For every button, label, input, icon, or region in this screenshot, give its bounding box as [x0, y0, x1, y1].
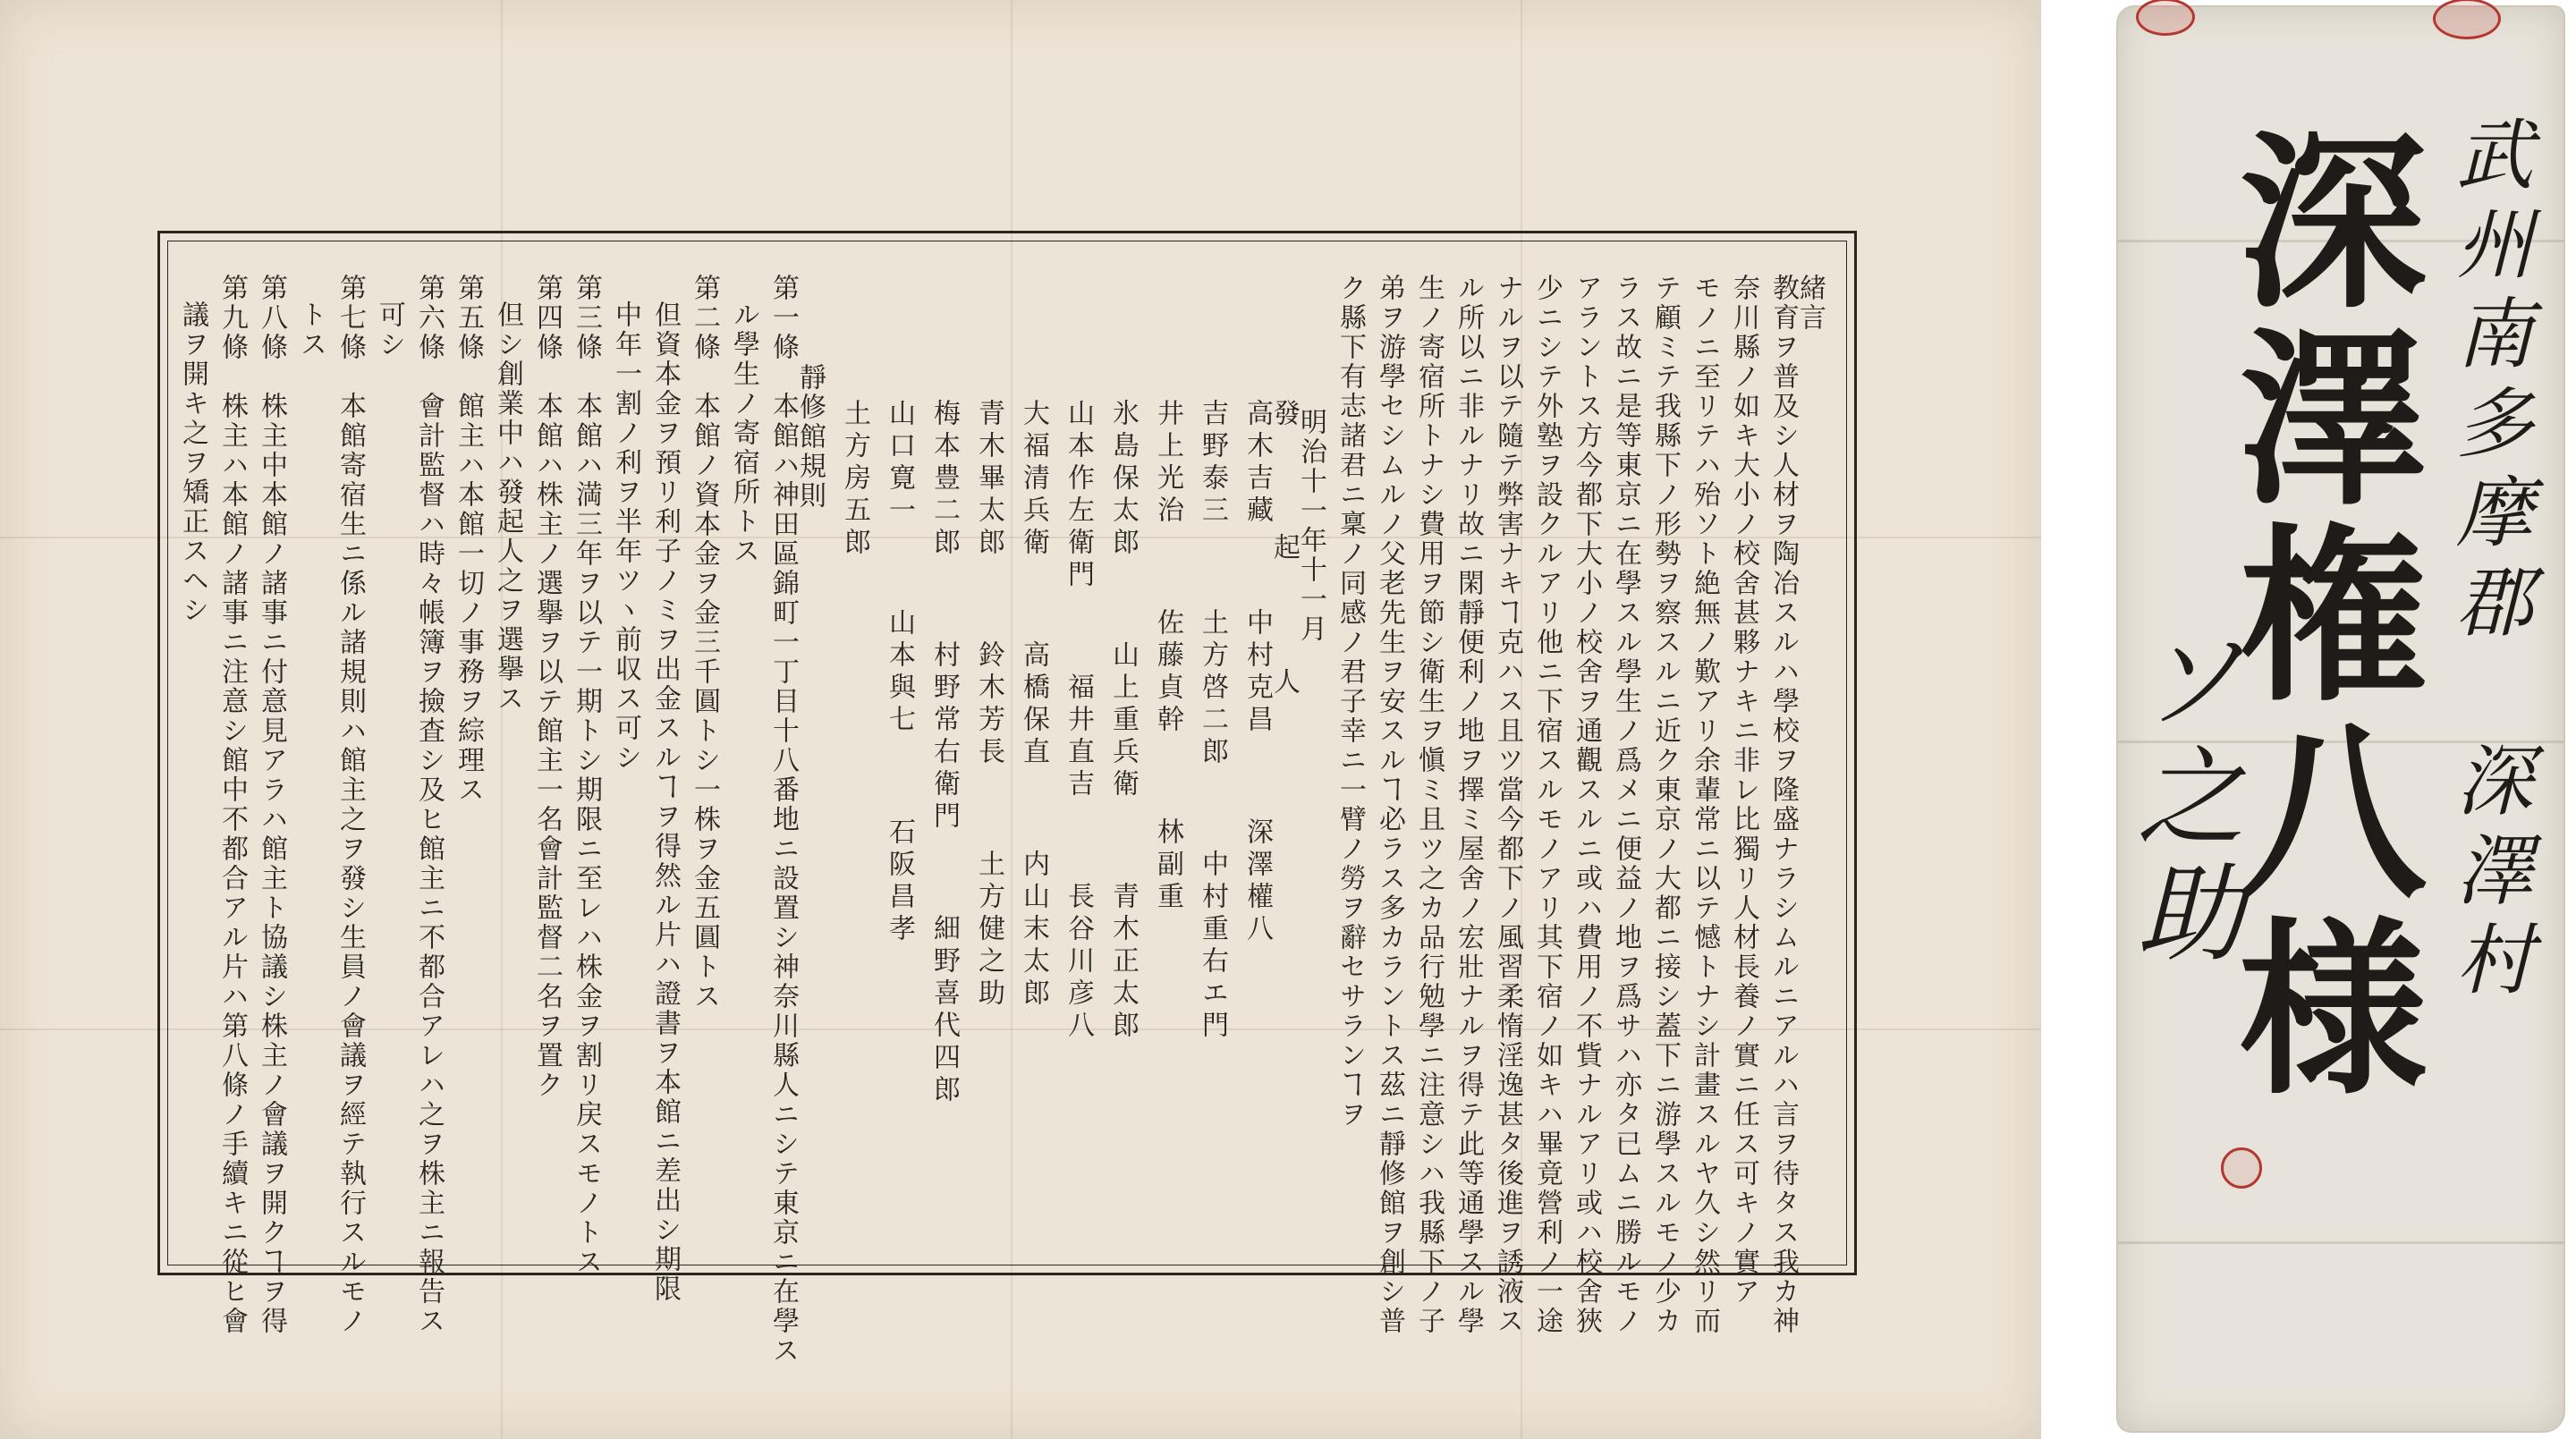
promoter-name: 吉野泰三: [1197, 399, 1228, 528]
promoter-name: 土方健之助: [973, 850, 1004, 1011]
rules-title: 靜修館規則: [794, 363, 826, 511]
rule-line: 但資本金ヲ預リ利子ノミヲ出金スルヿヲ得然ル片ハ證書ヲ本館ニ差出シ期限: [649, 300, 681, 1304]
preface-line: 奈川縣ノ如キ大小ノ校舍甚夥ナキニ非レ比獨リ人材長養ノ實ニ任ス可キノ實ア: [1728, 274, 1759, 1307]
preface-line: 生ノ寄宿所トナシ費用ヲ節シ衛生ヲ愼ミ且ツ之カ品行勉學ニ注意シハ我縣下ノ子: [1413, 274, 1445, 1336]
promoter-name: 青木畢太郎: [973, 399, 1004, 560]
promoter-column: [1063, 274, 1094, 1365]
envelope: [2118, 7, 2563, 1431]
envelope-address: 武州南多摩郡 深澤村: [2443, 114, 2532, 1009]
rule-line: 中年一割ノ利ヲ半年ツヽ前収ス可シ: [610, 300, 641, 773]
envelope-crease: [2118, 1241, 2563, 1244]
promoter-name: 深澤權八: [1241, 817, 1273, 946]
promoter-name: 林副重: [1152, 817, 1183, 914]
promoter-column: [1154, 274, 1181, 1365]
rule-line: 第三條 本館ハ満三年ヲ以テ一期トシ期限ニ至レハ株金ヲ割リ戻スモノトス: [571, 274, 602, 1277]
rule-line: 第五條 館主ハ本館一切ノ事務ヲ綜理ス: [453, 274, 484, 805]
preface-line: ラス故ニ是等東京ニ在學スル學生ノ爲メニ便益ノ地ヲ爲サハ亦タ已ムニ勝ルモノ: [1610, 274, 1641, 1336]
promoter-name: 氷島保太郎: [1107, 399, 1139, 560]
preface-line: ク縣下有志諸君ニ稟ノ同感ノ君子幸ニ一臂ノ勞ヲ辭セサランヿヲ: [1335, 274, 1366, 1130]
rule-line: 可シ: [374, 300, 405, 360]
promoter-name: 石阪昌孝: [884, 817, 915, 946]
document-frame: [157, 231, 1857, 1366]
promoter-name: 井上光治: [1152, 399, 1183, 528]
rule-line: 第九條 株主ハ本館ノ諸事ニ注意シ館中不都合アル片ハ第八條ノ手續キニ從ヒ會: [216, 274, 248, 1336]
rule-line: 第二條 本館ノ資本金ヲ金三千圓トシ一株ヲ金五圓トス: [689, 274, 720, 1012]
rule-line: 第一條 本館ハ神田區錦町一丁目十八番地ニ設置シ神奈川縣人ニシテ東京ニ在學ス: [767, 274, 799, 1366]
promoter-name: 高橋保直: [1018, 640, 1049, 769]
promoter-name: 土方房五郎: [839, 399, 870, 560]
promoter-name: 中村重右エ門: [1197, 850, 1228, 1043]
rule-line: ル學生ノ寄宿所トス: [728, 300, 759, 566]
promoter-name: 山本與七: [884, 608, 915, 737]
red-seal-stamp: [2433, 0, 2501, 39]
preface-line: ナルヲ以テ隨テ弊害ナキヿ克ハス且ツ當今都下ノ風習柔惰淫逸甚タ後進ヲ誘液ス: [1492, 274, 1523, 1336]
promoters-label: 發起人: [1268, 399, 1300, 801]
promoter-name: 細野喜代四郎: [928, 914, 960, 1107]
preface-line: テ顧ミテ我縣下ノ形勢ヲ察スルニ近ク東京ノ大都ニ接シ蓋下ニ游學スルモノ少カ: [1649, 274, 1681, 1336]
rule-line: 第七條 本館寄宿生ニ係ル諸規則ハ館主之ヲ發シ生員ノ會議ヲ經テ執行スルモノ: [335, 274, 366, 1336]
promoter-name: 山上重兵衛: [1107, 640, 1139, 801]
red-seal-stamp: [2221, 1147, 2262, 1189]
promoter-name: 青木正太郎: [1107, 882, 1139, 1043]
promoter-column: [884, 274, 915, 1365]
preface-line: アラントス方今都下大小ノ校舍ヲ通觀スルニ或ハ費用ノ不貲ナルアリ或ハ校舍狹: [1571, 274, 1602, 1336]
rule-line: 第六條 會計監督ハ時々帳簿ヲ撿査シ及ヒ館主ニ不都合アレハ之ヲ株主ニ報告ス: [413, 274, 445, 1336]
preface-heading: 緒言: [1794, 274, 1826, 333]
promoter-name: 鈴木芳長: [973, 640, 1004, 769]
rule-line: 第四條 本館ハ株主ノ選擧ヲ以テ館主一名會計監督二名ヲ置ク: [531, 274, 563, 1100]
preface-line: 少ニシテ外塾ヲ設クルアリ他ニ下宿スルモノアリ其下宿ノ如キハ畢竟營利ノ一途: [1531, 274, 1563, 1336]
promoter-column: [1018, 274, 1049, 1365]
preface-line: ル所以ニ非ルナリ故ニ閑靜便利ノ地ヲ擇ミ屋舍ノ宏壯ナルヲ得テ此等通學スル學: [1453, 274, 1484, 1336]
preface-line: 教育ヲ普及シ人材ヲ陶冶スルハ學校ヲ隆盛ナラシムルニアルハ言ヲ待タス我カ神: [1767, 274, 1799, 1336]
promoter-name: 中村克昌: [1241, 608, 1273, 737]
promoter-column: [928, 274, 960, 1365]
promoter-column: [1197, 274, 1228, 1365]
envelope-sender: ソ之助: [2119, 624, 2243, 973]
preface-body: [1324, 274, 1799, 1336]
promoter-name: 梅本豊二郎: [928, 399, 960, 560]
promoter-name: 内山末太郎: [1018, 850, 1049, 1011]
promoter-name: 高木吉藏: [1241, 399, 1273, 528]
vertical-text-area: [177, 274, 1826, 1366]
promoter-column: [1107, 274, 1139, 1365]
promoter-name: 福井直吉: [1063, 673, 1094, 801]
rules-body: [166, 274, 799, 1366]
preface-line: 弟ヲ游學セシムルノ父老先生ヲ安スルヿ必ラス多カラントス茲ニ靜修館ヲ創シ普: [1374, 274, 1405, 1336]
rule-line: 但シ創業中ハ發起人之ヲ選擧ス: [492, 300, 523, 714]
promoter-column: [1241, 274, 1273, 1365]
date-line: 明治十一年十一月: [1295, 408, 1326, 644]
promoter-name: 佐藤貞幹: [1152, 608, 1183, 737]
promoters-list: [823, 274, 1273, 1240]
document-inner-frame: [167, 241, 1847, 1366]
rule-line: トス: [295, 300, 326, 360]
promoter-name: 土方啓二郎: [1197, 608, 1228, 769]
promoter-name: 山口寛一: [884, 399, 915, 528]
promoter-column: [975, 274, 1002, 1365]
promoter-name: 大福清兵衛: [1018, 399, 1049, 560]
rule-line: 第八條 株主中本館ノ諸事ニ付意見アラハ館主ト協議シ株主ノ會議ヲ開クヿヲ得: [256, 274, 287, 1336]
promoter-name: 山本作左衛門: [1063, 399, 1094, 592]
envelope-recipient: 深澤権八様: [2207, 123, 2428, 1107]
promoter-column: [841, 274, 868, 1365]
rule-line: 議ヲ開キ之ヲ矯正スヘシ: [177, 300, 208, 625]
promoter-name: 村野常右衛門: [928, 640, 960, 834]
preface-line: モノニ至リテハ殆ソト絶無ノ歎アリ余輩常ニ以テ憾トナシ計畫スルヤ久シ然リ而: [1689, 274, 1720, 1336]
promoter-name: 長谷川彦八: [1063, 882, 1094, 1043]
red-seal-stamp: [2136, 0, 2195, 36]
